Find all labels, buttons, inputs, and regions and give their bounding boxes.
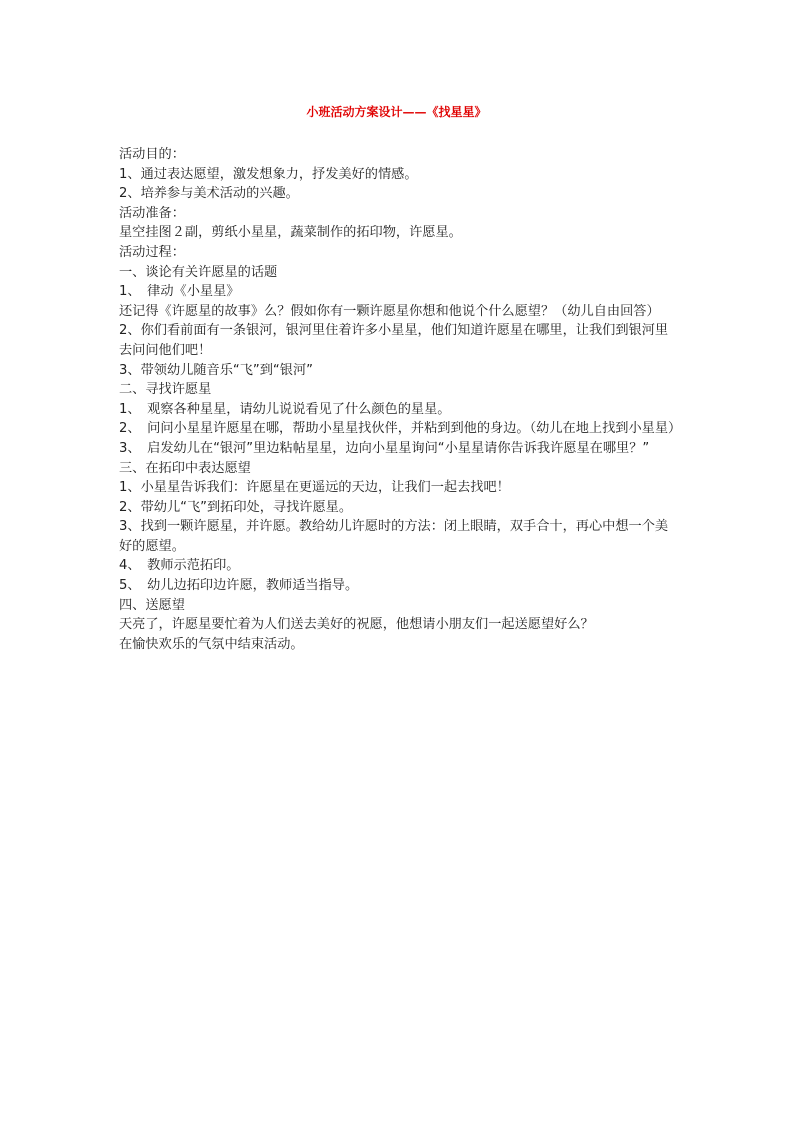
process-part-heading: 三、在拓印中表达愿望 [119,460,251,476]
paragraph: 在愉快欢乐的气氛中结束活动。 [119,636,304,652]
document-body [119,145,682,654]
process-step: 4、 教师示范拓印。 [119,558,240,574]
process-part-heading: 一、谈论有关许愿星的话题 [119,264,278,280]
process-step: 2、你们看前面有一条银河，银河里住着许多小星星，他们知道许愿星在哪里，让我们到银河里去问问他们吧！ [119,323,669,358]
process-step: 3、找到一颗许愿星，并许愿。教给幼儿许愿时的方法：闭上眼睛，双手合十，再心中想一个美好的愿望。 [119,519,669,554]
process-step: 3、带领幼儿随音乐“飞”到“银河” [119,362,313,378]
section-heading-process: 活动过程： [119,244,185,260]
process-step: 1、小星星告诉我们：许愿星在更遥远的天边，让我们一起去找吧！ [119,480,510,496]
process-step: 5、 幼儿边拓印边许愿，教师适当指导。 [119,578,359,594]
process-step: 1、 观察各种星星，请幼儿说说看见了什么颜色的星星。 [119,401,451,417]
process-part-heading: 二、寻找许愿星 [119,382,212,398]
paragraph: 还记得《许愿星的故事》么？假如你有一颗许愿星你想和他说个什么愿望？（幼儿自由回答） [119,303,660,319]
process-step: 1、 律动《小星星》 [119,284,240,300]
process-step: 2、带幼儿“飞”到拓印处，寻找许愿星。 [119,499,353,515]
paragraph: 天亮了，许愿星要忙着为人们送去美好的祝愿，他想请小朋友们一起送愿望好么？ [119,617,594,633]
goal-item: 1、通过表达愿望，激发想象力，抒发美好的情感。 [119,166,418,182]
process-part-heading: 四、送愿望 [119,597,185,613]
process-step: 3、 启发幼儿在“银河”里边粘帖星星，边向小星星询问“小星星请你告诉我许愿星在哪里？” [119,440,650,456]
document-title: 小班活动方案设计——《找星星》 [306,105,487,119]
preparation-text: 星空挂图２副，剪纸小星星，蔬菜制作的拓印物，许愿星。 [119,225,462,241]
section-heading-goals: 活动目的： [119,147,185,162]
goal-item: 2、培养参与美术活动的兴趣。 [119,186,299,202]
process-step: 2、 问问小星星许愿星在哪，帮助小星星找伙伴，并粘到到他的身边。（幼儿在地上找到小星星） [119,421,682,437]
section-heading-preparation: 活动准备： [119,205,185,221]
